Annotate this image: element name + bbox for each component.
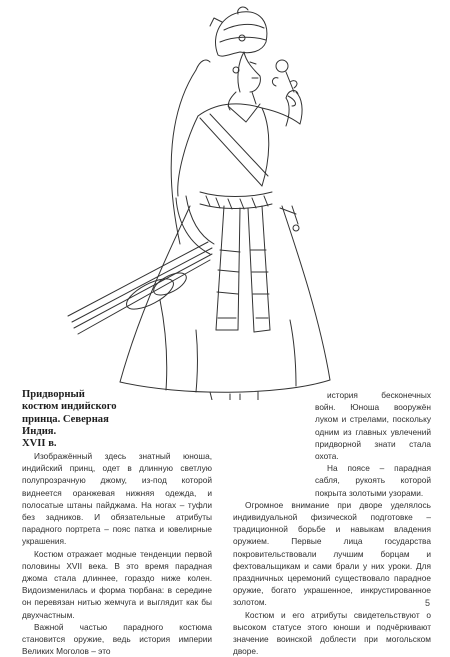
body-paragraph: Изображённый здесь знатный юноша, индийский принц, одет в длинную светлую полупрозрачную джому, из-под которой виднеется оранжевая нижняя одежда, и полосатые штаны пайджама. На ногах – туфли без задников. И обязательные атрибуты парадного портрета – пояс патка и ювелирные украшения. <box>22 451 212 547</box>
caption-line: XVII в. <box>22 438 57 450</box>
right-text-column <box>233 389 431 657</box>
body-paragraph: Костюм отражает модные тенденции первой половины XVII века. В это время парадная джома стала длиннее, гораздо ниже колен. Видоизменилась и форма тюрбана: в середине он перевязан нитью жемчуга и выглядит как бы двухчастным. <box>22 548 212 620</box>
narrow-text-block <box>315 389 431 499</box>
body-paragraph: Огромное внимание при дворе уделялось индивидуальной физической подготовке – традиционной борьбе и навыкам владения оружием. Первые лица государства покровительствовали лучшим борцам и фехтовальщикам и сами брали у них уроки. Для праздничных церемоний существовало парадное оружие, богато украшенное, инкрустированное золотом. <box>233 499 431 608</box>
page-number: 5 <box>425 598 431 608</box>
caption-line: принца. Северная <box>22 413 109 425</box>
caption-line: Придворный <box>22 389 85 400</box>
body-paragraph: Костюм и его атрибуты свидетельствуют о высоком статусе этого юноши и подчёркивают значение воинской доблести при могольском дворе. <box>233 609 431 657</box>
caption-line: Индия. <box>22 425 57 437</box>
left-text-column <box>22 450 212 657</box>
body-paragraph: На поясе – парадная сабля, рукоять которой покрыта золотыми узорами. <box>315 463 431 498</box>
body-paragraph: Важной частью парадного костюма становится оружие, ведь история империи Великих Моголов – это <box>22 621 212 657</box>
body-paragraph: история бесконечных войн. Юноша вооружён луком и стрелами, поскольку одним из главных увлечений придворной знати стала охота. <box>315 390 431 462</box>
caption-line: костюм индийского <box>22 401 117 413</box>
figure-caption <box>22 389 172 450</box>
